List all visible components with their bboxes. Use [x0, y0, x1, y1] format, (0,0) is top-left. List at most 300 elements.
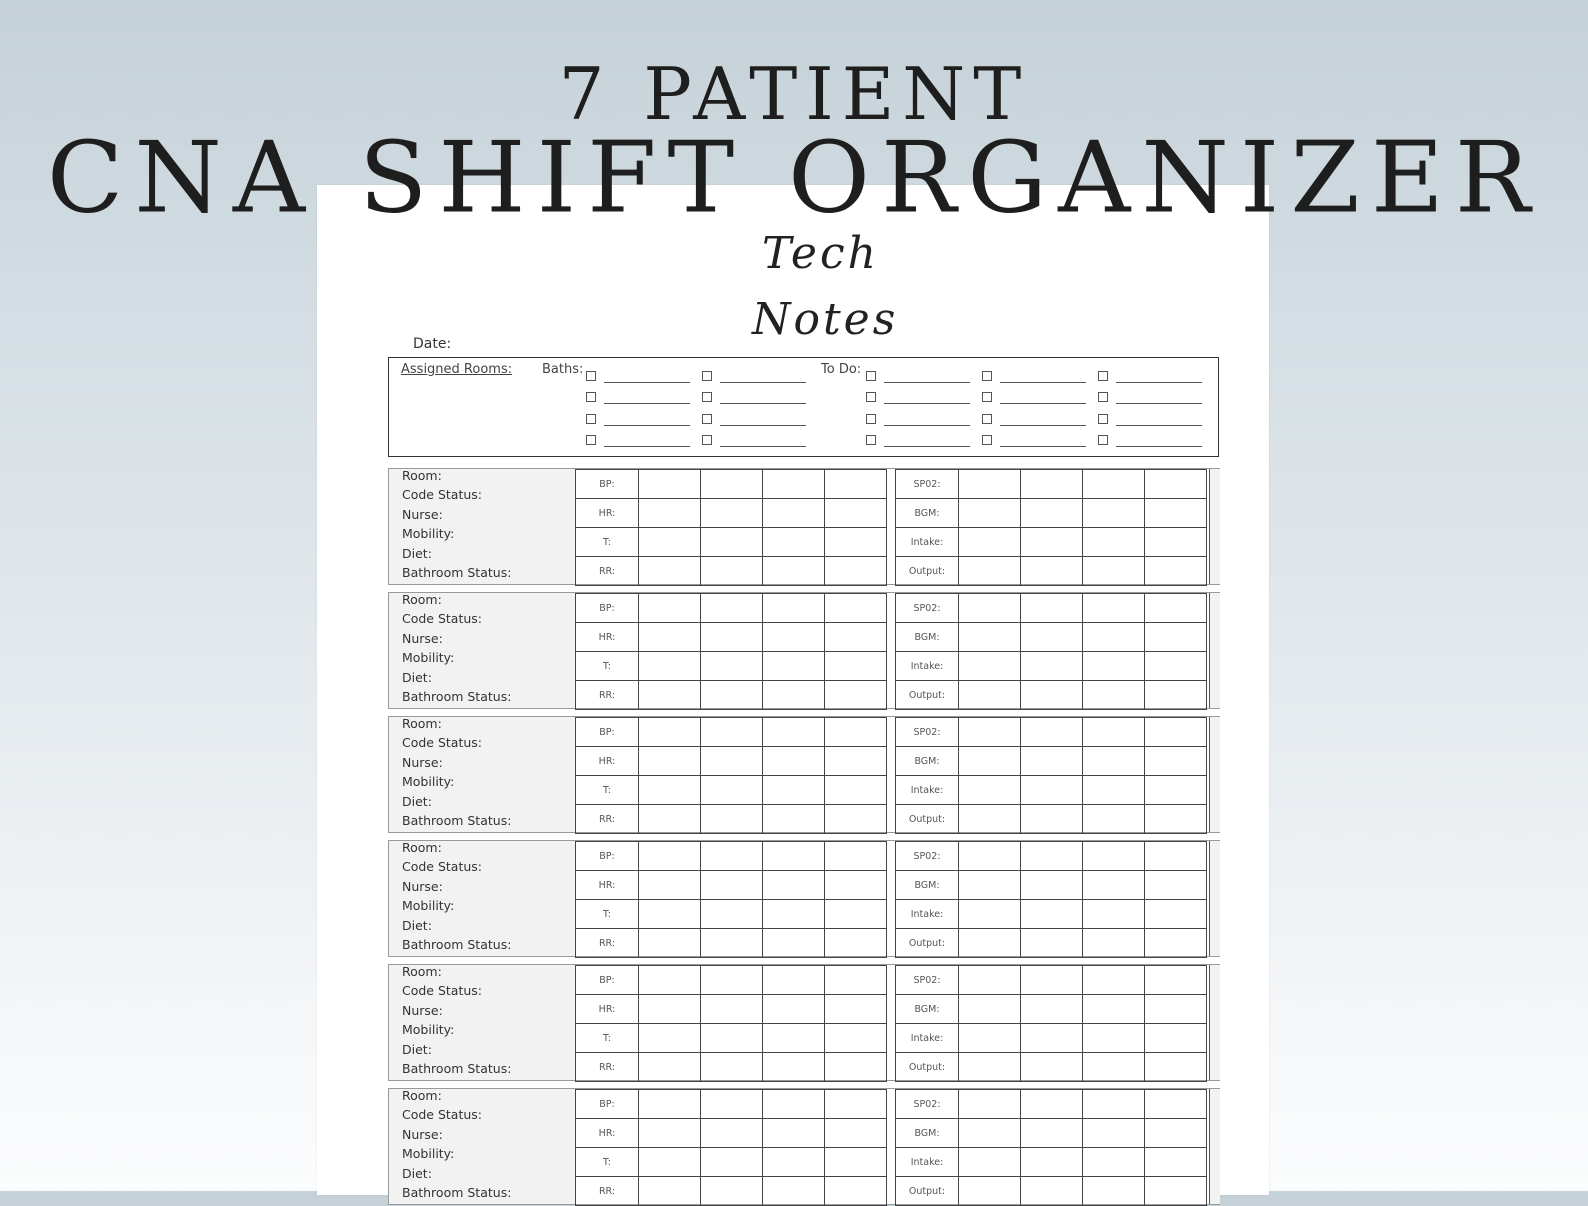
patient-field-label: Mobility:: [402, 774, 455, 790]
vital-entry-cell[interactable]: [763, 652, 825, 681]
vital-entry-cell[interactable]: [1021, 805, 1083, 834]
vital-entry-cell[interactable]: [701, 929, 763, 958]
checklist-checkbox[interactable]: [1098, 414, 1108, 424]
vital-entry-cell[interactable]: [1021, 1148, 1083, 1177]
vital-entry-cell[interactable]: [639, 805, 701, 834]
vital-entry-cell[interactable]: [1083, 747, 1145, 776]
vital-entry-cell[interactable]: [1021, 1053, 1083, 1082]
vitals-left-grid: [575, 841, 887, 956]
checklist-write-line[interactable]: [884, 403, 970, 404]
checklist-write-line[interactable]: [720, 425, 806, 426]
vital-entry-cell[interactable]: [825, 929, 887, 958]
vital-entry-cell[interactable]: [763, 718, 825, 747]
vital-entry-cell[interactable]: [825, 995, 887, 1024]
vital-label: HR:: [576, 623, 639, 652]
checklist-write-line[interactable]: [604, 382, 690, 383]
vital-label: SP02:: [896, 966, 959, 995]
checklist-checkbox[interactable]: [982, 371, 992, 381]
checklist-checkbox[interactable]: [586, 392, 596, 402]
vital-label: BP:: [576, 966, 639, 995]
vital-entry-cell[interactable]: [701, 718, 763, 747]
vital-entry-cell[interactable]: [763, 842, 825, 871]
vital-entry-cell[interactable]: [639, 776, 701, 805]
vital-entry-cell[interactable]: [1083, 1024, 1145, 1053]
vital-entry-cell[interactable]: [1145, 1024, 1207, 1053]
vital-label: Output:: [896, 1177, 959, 1206]
patient-field-label: Code Status:: [402, 983, 483, 999]
vital-entry-cell[interactable]: [1021, 966, 1083, 995]
checklist-write-line[interactable]: [1116, 425, 1202, 426]
vital-entry-cell[interactable]: [763, 929, 825, 958]
vital-entry-cell[interactable]: [763, 871, 825, 900]
vital-entry-cell[interactable]: [763, 1119, 825, 1148]
vital-entry-cell[interactable]: [1083, 900, 1145, 929]
vital-entry-cell[interactable]: [763, 1148, 825, 1177]
vital-entry-cell[interactable]: [1145, 652, 1207, 681]
vital-entry-cell[interactable]: [1083, 1090, 1145, 1119]
vital-label: T:: [576, 528, 639, 557]
checklist-checkbox[interactable]: [982, 414, 992, 424]
vital-entry-cell[interactable]: [701, 1148, 763, 1177]
patient-field-label: Diet:: [402, 1041, 432, 1057]
vital-entry-cell[interactable]: [701, 528, 763, 557]
vital-entry-cell[interactable]: [639, 1119, 701, 1148]
vital-entry-cell[interactable]: [1021, 470, 1083, 499]
vital-entry-cell[interactable]: [959, 718, 1021, 747]
vital-label: T:: [576, 1024, 639, 1053]
vital-entry-cell[interactable]: [825, 1090, 887, 1119]
vital-entry-cell[interactable]: [701, 652, 763, 681]
vital-entry-cell[interactable]: [639, 900, 701, 929]
vital-entry-cell[interactable]: [825, 1024, 887, 1053]
vital-entry-cell[interactable]: [639, 557, 701, 586]
vital-entry-cell[interactable]: [1021, 1090, 1083, 1119]
vital-entry-cell[interactable]: [959, 557, 1021, 586]
vital-label: Output:: [896, 681, 959, 710]
vital-entry-cell[interactable]: [639, 1053, 701, 1082]
vital-entry-cell[interactable]: [1021, 747, 1083, 776]
vital-entry-cell[interactable]: [1083, 594, 1145, 623]
checklist-write-line[interactable]: [884, 382, 970, 383]
patient-field-label: Code Status:: [402, 859, 483, 875]
vital-entry-cell[interactable]: [701, 842, 763, 871]
vital-entry-cell[interactable]: [639, 871, 701, 900]
vital-entry-cell[interactable]: [1083, 528, 1145, 557]
vital-entry-cell[interactable]: [1021, 1119, 1083, 1148]
vital-entry-cell[interactable]: [701, 1024, 763, 1053]
vital-entry-cell[interactable]: [825, 966, 887, 995]
checklist-write-line[interactable]: [1000, 403, 1086, 404]
checklist-checkbox[interactable]: [982, 392, 992, 402]
checklist-write-line[interactable]: [1116, 403, 1202, 404]
vital-entry-cell[interactable]: [639, 842, 701, 871]
vital-entry-cell[interactable]: [701, 966, 763, 995]
vital-label: T:: [576, 900, 639, 929]
vital-entry-cell[interactable]: [1021, 594, 1083, 623]
checklist-write-line[interactable]: [1000, 382, 1086, 383]
vital-entry-cell[interactable]: [1145, 1053, 1207, 1082]
vital-label: Output:: [896, 1053, 959, 1082]
vital-entry-cell[interactable]: [825, 1053, 887, 1082]
vital-entry-cell[interactable]: [825, 594, 887, 623]
vital-label: BGM:: [896, 747, 959, 776]
checklist-checkbox[interactable]: [982, 435, 992, 445]
vital-entry-cell[interactable]: [1145, 1119, 1207, 1148]
vitals-left-grid: [575, 593, 887, 708]
vital-entry-cell[interactable]: [825, 900, 887, 929]
patient-info-panel: [389, 593, 576, 708]
vital-entry-cell[interactable]: [1083, 623, 1145, 652]
patient-field-label: Nurse:: [402, 754, 443, 770]
vital-entry-cell[interactable]: [959, 528, 1021, 557]
vital-entry-cell[interactable]: [959, 594, 1021, 623]
vital-entry-cell[interactable]: [1083, 1177, 1145, 1206]
vital-entry-cell[interactable]: [1083, 718, 1145, 747]
vital-entry-cell[interactable]: [959, 1024, 1021, 1053]
patient-field-label: Code Status:: [402, 611, 483, 627]
vital-entry-cell[interactable]: [1021, 1177, 1083, 1206]
vital-entry-cell[interactable]: [1145, 900, 1207, 929]
patient-field-label: Mobility:: [402, 650, 455, 666]
vital-entry-cell[interactable]: [701, 623, 763, 652]
checklist-checkbox[interactable]: [866, 392, 876, 402]
vital-entry-cell[interactable]: [1145, 499, 1207, 528]
vital-entry-cell[interactable]: [1083, 842, 1145, 871]
vital-entry-cell[interactable]: [959, 1119, 1021, 1148]
checklist-write-line[interactable]: [1000, 425, 1086, 426]
vital-entry-cell[interactable]: [1145, 594, 1207, 623]
patient-field-label: Code Status:: [402, 487, 483, 503]
vital-entry-cell[interactable]: [1083, 652, 1145, 681]
checklist-checkbox[interactable]: [702, 371, 712, 381]
checklist-checkbox[interactable]: [702, 435, 712, 445]
title-line-2: CNA SHIFT ORGANIZER: [46, 120, 1542, 235]
checklist-checkbox[interactable]: [586, 371, 596, 381]
vital-entry-cell[interactable]: [763, 805, 825, 834]
vital-entry-cell[interactable]: [825, 528, 887, 557]
checklist-checkbox[interactable]: [702, 392, 712, 402]
vital-entry-cell[interactable]: [639, 1177, 701, 1206]
vital-entry-cell[interactable]: [639, 681, 701, 710]
checklist-write-line[interactable]: [884, 446, 970, 447]
vital-entry-cell[interactable]: [1083, 1119, 1145, 1148]
vital-entry-cell[interactable]: [825, 842, 887, 871]
checklist-checkbox[interactable]: [866, 435, 876, 445]
vital-entry-cell[interactable]: [825, 718, 887, 747]
vital-entry-cell[interactable]: [959, 1148, 1021, 1177]
vital-label: BGM:: [896, 1119, 959, 1148]
vital-label: HR:: [576, 995, 639, 1024]
vital-label: Intake:: [896, 528, 959, 557]
vital-entry-cell[interactable]: [1021, 871, 1083, 900]
vital-entry-cell[interactable]: [1145, 623, 1207, 652]
vital-label: SP02:: [896, 842, 959, 871]
vital-entry-cell[interactable]: [825, 681, 887, 710]
vital-label: BP:: [576, 1090, 639, 1119]
vital-entry-cell[interactable]: [763, 681, 825, 710]
checklist-checkbox[interactable]: [1098, 371, 1108, 381]
vital-entry-cell[interactable]: [825, 499, 887, 528]
vital-entry-cell[interactable]: [701, 776, 763, 805]
vital-label: Intake:: [896, 900, 959, 929]
vital-entry-cell[interactable]: [1145, 1148, 1207, 1177]
block-edge: [1209, 965, 1220, 1080]
vital-entry-cell[interactable]: [959, 470, 1021, 499]
vital-entry-cell[interactable]: [825, 805, 887, 834]
vital-entry-cell[interactable]: [1021, 995, 1083, 1024]
vital-label: RR:: [576, 805, 639, 834]
vital-entry-cell[interactable]: [959, 1177, 1021, 1206]
checklist-write-line[interactable]: [604, 425, 690, 426]
vital-entry-cell[interactable]: [1083, 995, 1145, 1024]
vital-label: T:: [576, 776, 639, 805]
checklist-write-line[interactable]: [720, 382, 806, 383]
vital-entry-cell[interactable]: [1083, 681, 1145, 710]
patient-field-label: Nurse:: [402, 1002, 443, 1018]
vital-entry-cell[interactable]: [1021, 652, 1083, 681]
vital-entry-cell[interactable]: [959, 652, 1021, 681]
vital-entry-cell[interactable]: [701, 995, 763, 1024]
vital-entry-cell[interactable]: [763, 900, 825, 929]
vital-label: Intake:: [896, 776, 959, 805]
patient-info-panel: [389, 1089, 576, 1204]
vital-entry-cell[interactable]: [701, 499, 763, 528]
patient-field-label: Diet:: [402, 669, 432, 685]
vital-entry-cell[interactable]: [639, 470, 701, 499]
vital-entry-cell[interactable]: [1021, 557, 1083, 586]
vital-entry-cell[interactable]: [1021, 776, 1083, 805]
vital-entry-cell[interactable]: [1021, 718, 1083, 747]
checklist-checkbox[interactable]: [1098, 392, 1108, 402]
vital-label: SP02:: [896, 470, 959, 499]
vital-entry-cell[interactable]: [763, 747, 825, 776]
vital-entry-cell[interactable]: [1021, 929, 1083, 958]
vital-entry-cell[interactable]: [1083, 499, 1145, 528]
patient-block: [388, 468, 1220, 585]
vital-entry-cell[interactable]: [763, 623, 825, 652]
vital-label: Output:: [896, 805, 959, 834]
vital-entry-cell[interactable]: [959, 842, 1021, 871]
vital-entry-cell[interactable]: [959, 805, 1021, 834]
vital-entry-cell[interactable]: [825, 557, 887, 586]
vital-entry-cell[interactable]: [1021, 623, 1083, 652]
vital-entry-cell[interactable]: [1021, 499, 1083, 528]
vital-entry-cell[interactable]: [825, 1119, 887, 1148]
vital-entry-cell[interactable]: [763, 1024, 825, 1053]
vital-entry-cell[interactable]: [639, 966, 701, 995]
vital-entry-cell[interactable]: [1145, 805, 1207, 834]
vital-entry-cell[interactable]: [639, 528, 701, 557]
patient-info-panel: [389, 841, 576, 956]
vital-entry-cell[interactable]: [825, 1177, 887, 1206]
patient-info-panel: [389, 965, 576, 1080]
vital-entry-cell[interactable]: [959, 900, 1021, 929]
vital-entry-cell[interactable]: [1021, 528, 1083, 557]
todo-label: To Do:: [821, 362, 862, 377]
vital-entry-cell[interactable]: [1083, 776, 1145, 805]
vital-entry-cell[interactable]: [1083, 557, 1145, 586]
vital-entry-cell[interactable]: [763, 499, 825, 528]
vital-entry-cell[interactable]: [1145, 776, 1207, 805]
vital-entry-cell[interactable]: [639, 594, 701, 623]
vital-entry-cell[interactable]: [1145, 528, 1207, 557]
vital-entry-cell[interactable]: [701, 1090, 763, 1119]
vital-entry-cell[interactable]: [959, 1053, 1021, 1082]
vital-entry-cell[interactable]: [1145, 747, 1207, 776]
vital-entry-cell[interactable]: [825, 470, 887, 499]
patient-field-label: Bathroom Status:: [402, 689, 512, 704]
vital-entry-cell[interactable]: [1145, 557, 1207, 586]
vitals-left-grid: [575, 965, 887, 1080]
vital-entry-cell[interactable]: [1021, 842, 1083, 871]
vitals-right-grid: [895, 841, 1207, 956]
vital-entry-cell[interactable]: [1083, 1053, 1145, 1082]
vital-entry-cell[interactable]: [701, 871, 763, 900]
vital-entry-cell[interactable]: [639, 652, 701, 681]
checklist-checkbox[interactable]: [586, 435, 596, 445]
vital-entry-cell[interactable]: [763, 995, 825, 1024]
vital-entry-cell[interactable]: [701, 900, 763, 929]
checklist-checkbox[interactable]: [866, 371, 876, 381]
vital-entry-cell[interactable]: [959, 966, 1021, 995]
vital-entry-cell[interactable]: [639, 1090, 701, 1119]
vital-entry-cell[interactable]: [701, 594, 763, 623]
vitals-right-grid: [895, 1089, 1207, 1204]
vital-entry-cell[interactable]: [763, 1177, 825, 1206]
checklist-checkbox[interactable]: [1098, 435, 1108, 445]
vital-entry-cell[interactable]: [701, 805, 763, 834]
vital-label: RR:: [576, 557, 639, 586]
vital-entry-cell[interactable]: [763, 1090, 825, 1119]
assigned-rooms-label: Assigned Rooms:: [401, 362, 513, 377]
vital-entry-cell[interactable]: [959, 747, 1021, 776]
checklist-write-line[interactable]: [720, 403, 806, 404]
vital-entry-cell[interactable]: [701, 470, 763, 499]
vital-entry-cell[interactable]: [701, 747, 763, 776]
patient-field-label: Diet:: [402, 545, 432, 561]
vital-entry-cell[interactable]: [639, 929, 701, 958]
vital-entry-cell[interactable]: [639, 1148, 701, 1177]
vital-label: BGM:: [896, 995, 959, 1024]
vital-entry-cell[interactable]: [1083, 805, 1145, 834]
checklist-write-line[interactable]: [1000, 446, 1086, 447]
vital-entry-cell[interactable]: [1145, 1090, 1207, 1119]
vital-entry-cell[interactable]: [959, 995, 1021, 1024]
vital-entry-cell[interactable]: [1145, 1177, 1207, 1206]
vital-entry-cell[interactable]: [639, 747, 701, 776]
checklist-write-line[interactable]: [1116, 446, 1202, 447]
vital-label: T:: [576, 652, 639, 681]
vital-entry-cell[interactable]: [959, 1090, 1021, 1119]
checklist-checkbox[interactable]: [866, 414, 876, 424]
checklist-write-line[interactable]: [604, 403, 690, 404]
vital-entry-cell[interactable]: [763, 528, 825, 557]
vital-entry-cell[interactable]: [1145, 681, 1207, 710]
vital-entry-cell[interactable]: [1083, 470, 1145, 499]
vital-entry-cell[interactable]: [825, 747, 887, 776]
vital-entry-cell[interactable]: [1021, 1024, 1083, 1053]
vital-entry-cell[interactable]: [825, 776, 887, 805]
assignment-box: [388, 357, 1219, 457]
vital-entry-cell[interactable]: [763, 776, 825, 805]
patient-block: [388, 592, 1220, 709]
vital-label: T:: [576, 1148, 639, 1177]
vital-entry-cell[interactable]: [825, 1148, 887, 1177]
vital-entry-cell[interactable]: [1083, 1148, 1145, 1177]
vital-entry-cell[interactable]: [639, 995, 701, 1024]
vital-entry-cell[interactable]: [1145, 718, 1207, 747]
vital-entry-cell[interactable]: [959, 929, 1021, 958]
vital-entry-cell[interactable]: [701, 1053, 763, 1082]
vital-entry-cell[interactable]: [639, 499, 701, 528]
vitals-right-grid: [895, 593, 1207, 708]
checklist-checkbox[interactable]: [586, 414, 596, 424]
vital-entry-cell[interactable]: [959, 871, 1021, 900]
block-edge: [1209, 469, 1220, 584]
vital-entry-cell[interactable]: [825, 652, 887, 681]
checklist-write-line[interactable]: [604, 446, 690, 447]
baths-label: Baths:: [542, 362, 584, 377]
vital-entry-cell[interactable]: [1145, 929, 1207, 958]
vital-entry-cell[interactable]: [1021, 681, 1083, 710]
checklist-checkbox[interactable]: [702, 414, 712, 424]
vital-entry-cell[interactable]: [959, 681, 1021, 710]
vital-entry-cell[interactable]: [1083, 966, 1145, 995]
vital-entry-cell[interactable]: [1021, 900, 1083, 929]
vital-entry-cell[interactable]: [959, 499, 1021, 528]
vital-label: HR:: [576, 1119, 639, 1148]
patient-field-label: Mobility:: [402, 1146, 455, 1162]
checklist-write-line[interactable]: [884, 425, 970, 426]
checklist-write-line[interactable]: [720, 446, 806, 447]
vital-entry-cell[interactable]: [1083, 929, 1145, 958]
vital-entry-cell[interactable]: [1145, 871, 1207, 900]
vital-entry-cell[interactable]: [763, 966, 825, 995]
block-edge: [1209, 841, 1220, 956]
vital-label: BP:: [576, 842, 639, 871]
vitals-right-grid: [895, 469, 1207, 584]
vital-entry-cell[interactable]: [701, 1119, 763, 1148]
vital-entry-cell[interactable]: [959, 776, 1021, 805]
vital-entry-cell[interactable]: [701, 557, 763, 586]
vitals-left-grid: [575, 717, 887, 832]
vital-label: RR:: [576, 681, 639, 710]
vital-entry-cell[interactable]: [763, 594, 825, 623]
vital-entry-cell[interactable]: [763, 557, 825, 586]
vital-entry-cell[interactable]: [825, 871, 887, 900]
vital-entry-cell[interactable]: [1145, 966, 1207, 995]
vital-entry-cell[interactable]: [701, 681, 763, 710]
script-title-tech: Tech: [762, 228, 879, 279]
vital-entry-cell[interactable]: [639, 718, 701, 747]
vital-entry-cell[interactable]: [639, 623, 701, 652]
vital-entry-cell[interactable]: [1145, 995, 1207, 1024]
patient-field-label: Room:: [402, 468, 442, 483]
vital-entry-cell[interactable]: [1145, 842, 1207, 871]
checklist-write-line[interactable]: [1116, 382, 1202, 383]
vital-entry-cell[interactable]: [639, 1024, 701, 1053]
vital-entry-cell[interactable]: [959, 623, 1021, 652]
vital-entry-cell[interactable]: [763, 470, 825, 499]
vital-entry-cell[interactable]: [825, 623, 887, 652]
vital-entry-cell[interactable]: [1145, 470, 1207, 499]
block-edge: [1209, 1089, 1220, 1204]
vital-entry-cell[interactable]: [1083, 871, 1145, 900]
title-line-1: 7 PATIENT: [558, 52, 1030, 136]
vital-entry-cell[interactable]: [763, 1053, 825, 1082]
vital-label: RR:: [576, 1053, 639, 1082]
vital-entry-cell[interactable]: [701, 1177, 763, 1206]
